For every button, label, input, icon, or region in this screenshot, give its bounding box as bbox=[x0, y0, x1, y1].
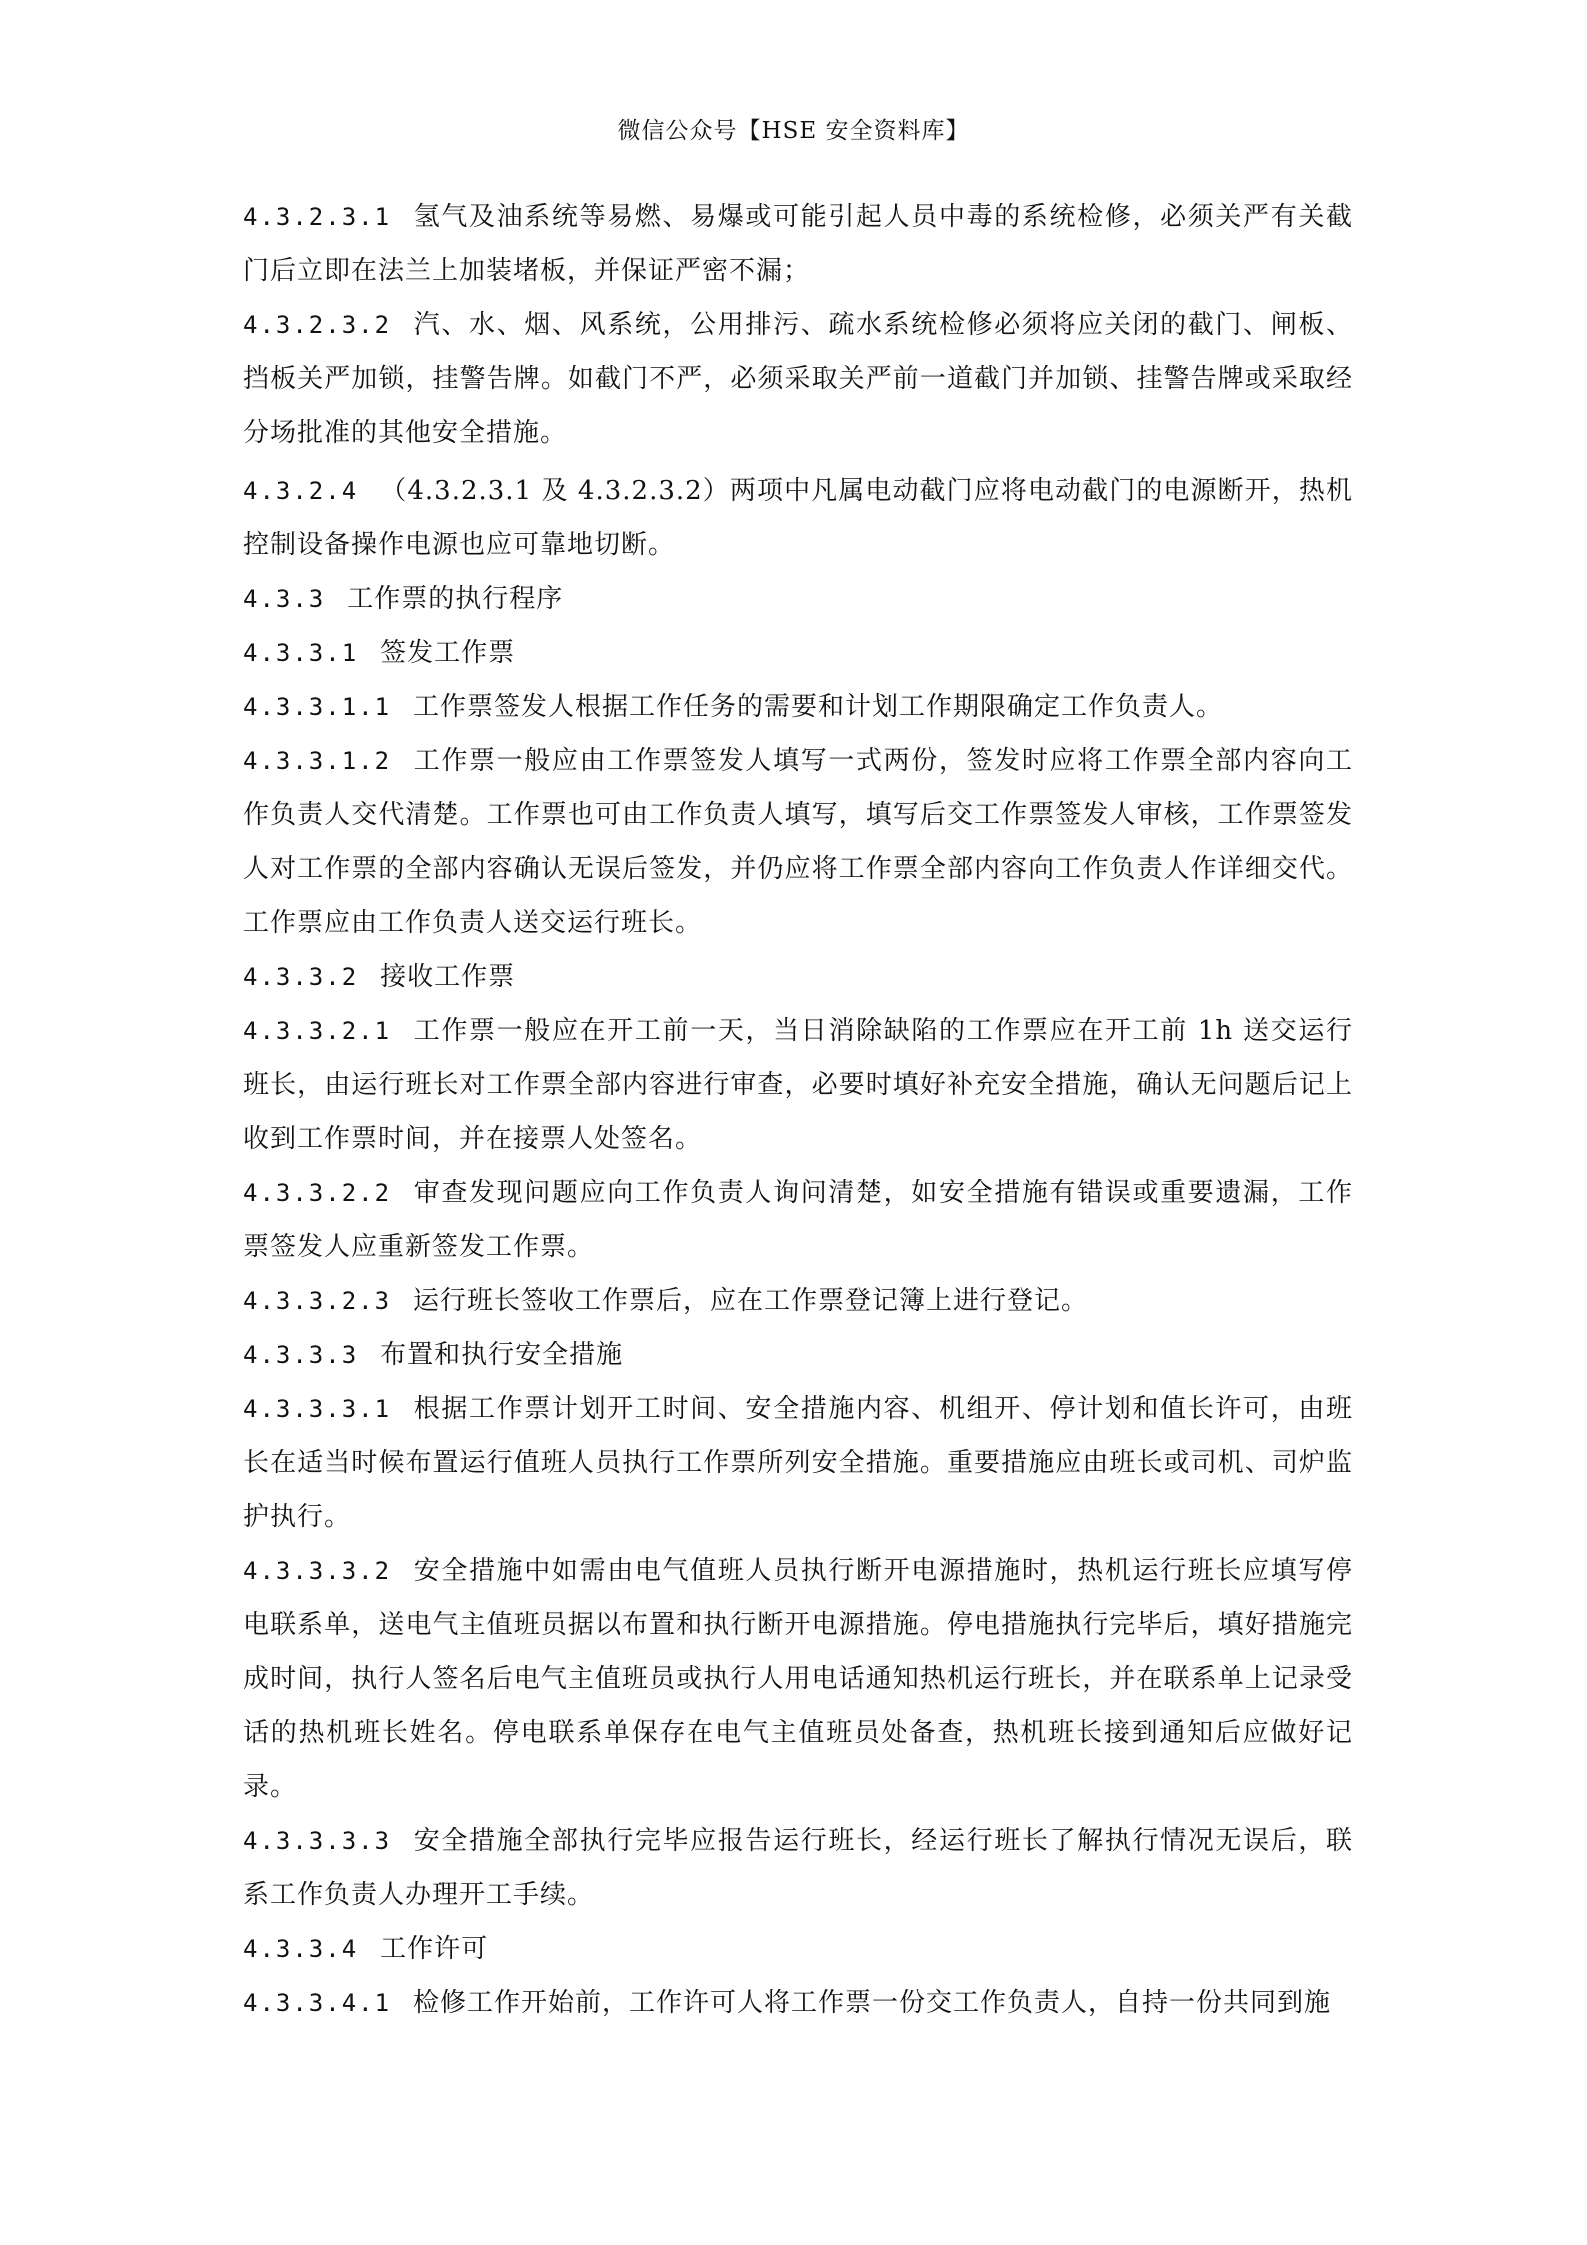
paragraph-text: 氢气及油系统等易燃、易爆或可能引起人员中毒的系统检修，必须关严有关截门后立即在法兰上加装堵板，并保证严密不漏； bbox=[243, 202, 1353, 286]
paragraph-text: 审查发现问题应向工作负责人询问清楚，如安全措施有错误或重要遗漏，工作票签发人应重新签发工作票。 bbox=[243, 1178, 1353, 1262]
section-heading: 工作票的执行程序 bbox=[347, 584, 564, 614]
section-number: 4.3.3.2.1 bbox=[243, 1017, 392, 1045]
section-number: 4.3.2.4 bbox=[243, 477, 359, 505]
paragraph-4-3-3-1-1 bbox=[243, 680, 1353, 734]
section-heading: 布置和执行安全措施 bbox=[380, 1340, 624, 1370]
section-number: 4.3.3.3.2 bbox=[243, 1557, 392, 1585]
section-number: 4.3.2.3.1 bbox=[243, 203, 392, 231]
section-heading: 接收工作票 bbox=[380, 962, 516, 992]
paragraph-4-3-3-3-3 bbox=[243, 1814, 1353, 1922]
paragraph-text: （4.3.2.3.1 及 4.3.2.3.2）两项中凡属电动截门应将电动截门的电源断开，热机控制设备操作电源也应可靠地切断。 bbox=[243, 476, 1353, 560]
section-number: 4.3.2.3.2 bbox=[243, 311, 392, 339]
heading-4-3-3-2 bbox=[243, 950, 1353, 1004]
paragraph-4-3-2-3-2 bbox=[243, 298, 1353, 460]
section-number: 4.3.3.4.1 bbox=[243, 1989, 392, 2017]
paragraph-text: 工作票一般应在开工前一天，当日消除缺陷的工作票应在开工前 1h 送交运行班长，由运行班长对工作票全部内容进行审查，必要时填好补充安全措施，确认无问题后记上收到工作票时间，并在接票人处签名。 bbox=[243, 1016, 1353, 1154]
paragraph-4-3-3-4-1 bbox=[243, 1976, 1353, 2030]
paragraph-4-3-3-2-2 bbox=[243, 1166, 1353, 1274]
paragraph-text: 工作票签发人根据工作任务的需要和计划工作期限确定工作负责人。 bbox=[413, 692, 1224, 722]
paragraph-text: 运行班长签收工作票后，应在工作票登记簿上进行登记。 bbox=[413, 1286, 1089, 1316]
section-number: 4.3.3 bbox=[243, 585, 326, 613]
heading-4-3-3-4 bbox=[243, 1922, 1353, 1976]
section-number: 4.3.3.2.3 bbox=[243, 1287, 392, 1315]
paragraph-4-3-2-3-1 bbox=[243, 190, 1353, 298]
section-number: 4.3.3.2.2 bbox=[243, 1179, 392, 1207]
section-number: 4.3.3.4 bbox=[243, 1935, 359, 1963]
heading-4-3-3-1 bbox=[243, 626, 1353, 680]
paragraph-4-3-2-4 bbox=[243, 464, 1353, 572]
section-number: 4.3.3.3 bbox=[243, 1341, 359, 1369]
section-number: 4.3.3.2 bbox=[243, 963, 359, 991]
paragraph-4-3-3-1-2 bbox=[243, 734, 1353, 950]
section-number: 4.3.3.3.3 bbox=[243, 1827, 392, 1855]
heading-4-3-3 bbox=[243, 572, 1353, 626]
paragraph-text: 安全措施中如需由电气值班人员执行断开电源措施时，热机运行班长应填写停电联系单，送电气主值班员据以布置和执行断开电源措施。停电措施执行完毕后，填好措施完成时间，执行人签名后电气主值班员或执行人用电话通知热机运行班长，并在联系单上记录受话的热机班长姓名。停电联系单保存在电气主值班员处备查，热机班长接到通知后应做好记录。 bbox=[243, 1556, 1353, 1802]
section-number: 4.3.3.1.1 bbox=[243, 693, 392, 721]
paragraph-text: 工作票一般应由工作票签发人填写一式两份，签发时应将工作票全部内容向工作负责人交代清楚。工作票也可由工作负责人填写，填写后交工作票签发人审核，工作票签发人对工作票的全部内容确认无误后签发，并仍应将工作票全部内容向工作负责人作详细交代。工作票应由工作负责人送交运行班长。 bbox=[243, 746, 1353, 938]
paragraph-text: 汽、水、烟、风系统，公用排污、疏水系统检修必须将应关闭的截门、闸板、挡板关严加锁，挂警告牌。如截门不严，必须采取关严前一道截门并加锁、挂警告牌或采取经分场批准的其他安全措施。 bbox=[243, 310, 1353, 448]
section-heading: 签发工作票 bbox=[380, 638, 516, 668]
section-number: 4.3.3.1.2 bbox=[243, 747, 392, 775]
heading-4-3-3-3 bbox=[243, 1328, 1353, 1382]
paragraph-text: 根据工作票计划开工时间、安全措施内容、机组开、停计划和值长许可，由班长在适当时候布置运行值班人员执行工作票所列安全措施。重要措施应由班长或司机、司炉监护执行。 bbox=[243, 1394, 1353, 1532]
section-number: 4.3.3.1 bbox=[243, 639, 359, 667]
paragraph-4-3-3-3-2 bbox=[243, 1544, 1353, 1814]
paragraph-4-3-3-3-1 bbox=[243, 1382, 1353, 1544]
paragraph-4-3-3-2-3 bbox=[243, 1274, 1353, 1328]
paragraph-4-3-3-2-1 bbox=[243, 1004, 1353, 1166]
section-heading: 工作许可 bbox=[380, 1934, 489, 1964]
paragraph-text: 安全措施全部执行完毕应报告运行班长，经运行班长了解执行情况无误后，联系工作负责人办理开工手续。 bbox=[243, 1826, 1353, 1910]
page-header: 微信公众号【HSE 安全资料库】 bbox=[617, 118, 970, 144]
document-body bbox=[243, 190, 1353, 2030]
section-number: 4.3.3.3.1 bbox=[243, 1395, 392, 1423]
paragraph-text: 检修工作开始前，工作许可人将工作票一份交工作负责人，自持一份共同到施 bbox=[413, 1988, 1332, 2018]
